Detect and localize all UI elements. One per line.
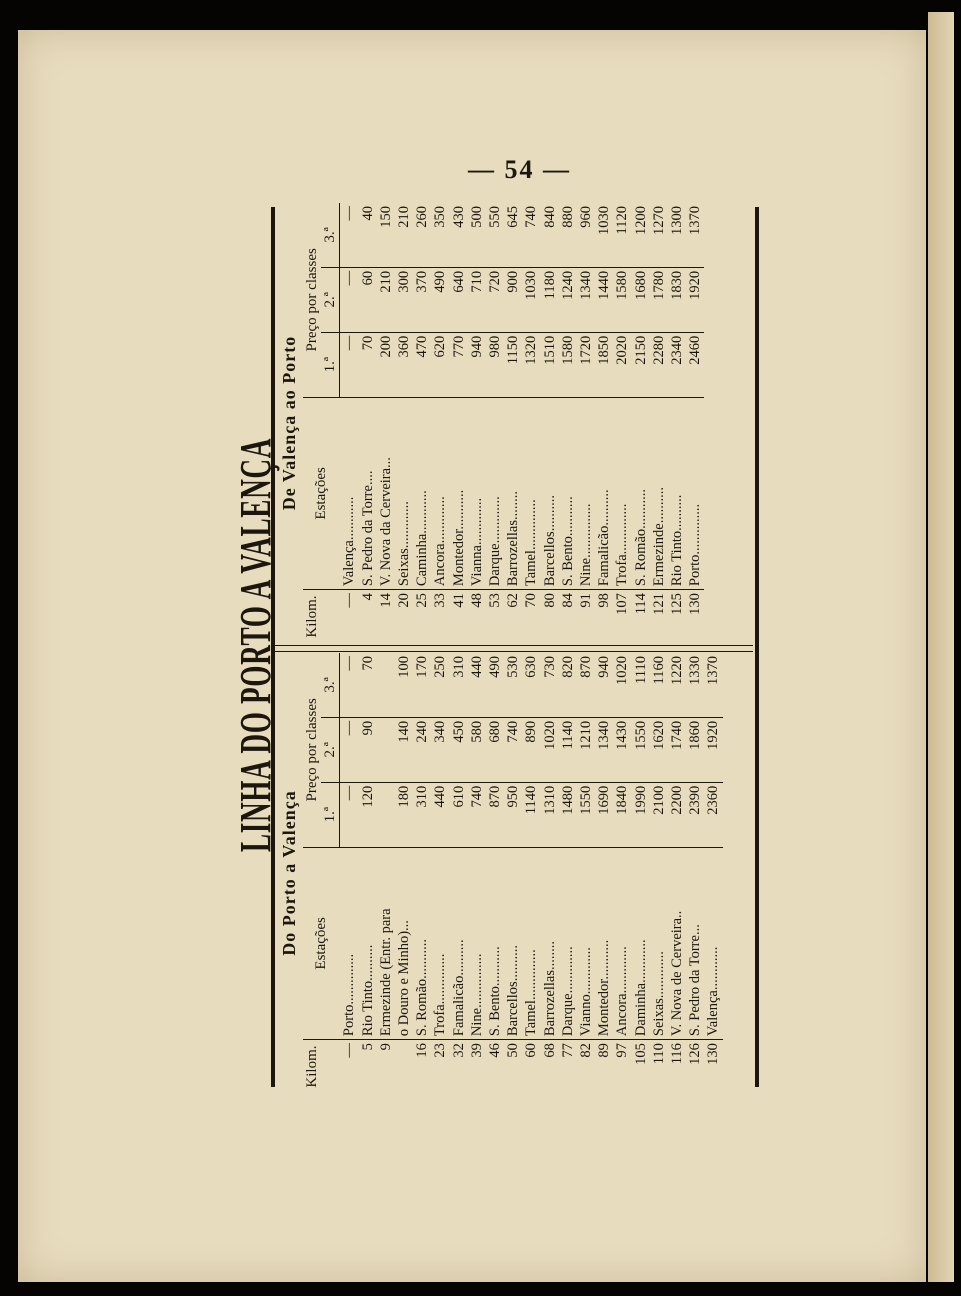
table-row [395,653,413,1093]
price-cell-c3: 880 [559,206,576,228]
price-cell-c2: 1780 [650,267,668,332]
price-cell-c3: 550 [487,206,504,228]
kilom-cell: 50 [504,1040,522,1093]
header-class-c2: 2.ª [321,267,340,332]
price-cell-c2: 1920 [686,267,704,332]
table-row [504,653,522,1093]
price-cell-c2: — [340,717,359,782]
header-class-c1: 1.ª [321,782,340,847]
price-cell-c2: 1020 [541,717,559,782]
price-cell-c2: 1140 [559,717,577,782]
kilom-cell: 23 [431,1040,449,1093]
price-cell-c3: 250 [432,656,449,678]
kilom-cell: — [340,1040,359,1093]
price-cell-c3: 1270 [650,206,667,235]
station-cell: Barcellos.......... [504,847,522,1039]
station-cell: Trofa.............. [431,847,449,1039]
price-cell-c2: 210 [377,267,395,332]
station-cell: Rio Tinto.......... [359,847,377,1039]
price-cell-c3: 260 [414,206,431,228]
double-column-separator [275,645,753,652]
price-cell-c3: 645 [505,206,522,228]
price-cell-c1: 200 [377,332,395,397]
table-row [632,653,650,1093]
kilom-cell: 80 [541,590,559,643]
kilom-cell: 62 [504,590,522,643]
price-cell-c2: 1440 [595,267,613,332]
station-cell: Darque............. [559,847,577,1039]
kilom-cell: 46 [486,1040,504,1093]
section-porto-valenca [275,653,753,1093]
price-cell-c1: 980 [486,332,504,397]
table-row [413,653,431,1093]
price-cell-c2: 890 [522,717,540,782]
price-cell-c2: 1860 [686,717,704,782]
price-cell-c2: 1620 [650,717,668,782]
table-row [395,203,413,643]
table-row [522,653,540,1093]
station-cell: Famalicão.......... [595,397,613,589]
table-row [668,653,686,1093]
station-cell: Porto.............. [340,847,359,1039]
station-cell: V. Nova da Cerveira... [377,397,395,589]
price-cell-c3: 1370 [705,656,722,685]
table-row [686,653,704,1093]
kilom-cell: 20 [395,590,413,643]
kilom-cell: 130 [704,1040,722,1093]
price-cell-c2: 680 [486,717,504,782]
price-cell-c1: 360 [395,332,413,397]
kilom-cell: 110 [650,1040,668,1093]
kilom-cell: 91 [577,590,595,643]
price-cell-c1: 2150 [632,332,650,397]
station-cell: Tamel.............. [522,397,540,589]
kilom-cell: 14 [377,590,395,643]
price-cell-c2: 340 [431,717,449,782]
price-cell-c2: 90 [359,717,377,782]
price-cell-c2: 370 [413,267,431,332]
price-cell-c1: 2360 [704,782,722,847]
price-cell-c1: 950 [504,782,522,847]
fare-table [303,203,704,643]
table-row [431,203,449,643]
price-cell-c2: 1830 [668,267,686,332]
price-cell-c3: 530 [505,656,522,678]
station-cell: S. Bento........... [559,397,577,589]
kilom-cell: 32 [450,1040,468,1093]
price-cell-c3: 1160 [650,656,667,685]
station-cell: S. Pedro da Torre... [686,847,704,1039]
price-cell-c1: 740 [468,782,486,847]
price-cell-c1: 1510 [541,332,559,397]
price-cell-c3: 1030 [596,206,613,235]
kilom-cell: 25 [413,590,431,643]
kilom-cell: 126 [686,1040,704,1093]
header-class-c2: 2.ª [321,717,340,782]
table-row [650,653,668,1093]
table-row [468,653,486,1093]
station-cell: Montedor........... [450,397,468,589]
price-cell-c3: 1300 [669,206,686,235]
table-row [632,203,650,643]
price-cell-c3: 940 [596,656,613,678]
table-row [340,203,359,643]
price-cell-c3: 150 [377,206,394,228]
price-cell-c3: — [341,656,358,671]
price-cell-c2: 740 [504,717,522,782]
table-row [559,653,577,1093]
price-cell-c3: 740 [523,206,540,228]
table-row [450,653,468,1093]
price-cell-c1: 940 [468,332,486,397]
price-cell-c3: 870 [578,656,595,678]
header-class-c1: 1.ª [321,332,340,397]
price-cell-c1: 1580 [559,332,577,397]
station-cell: Porto.............. [686,397,704,589]
table-row [686,203,704,643]
price-cell-c1: 120 [359,782,377,847]
station-cell: Caminha............ [413,397,431,589]
kilom-cell: 116 [668,1040,686,1093]
station-cell: Vianno............. [577,847,595,1039]
price-cell-c3: 170 [414,656,431,678]
table-row [468,203,486,643]
station-cell: Vianna............. [468,397,486,589]
table-row [413,203,431,643]
price-cell-c1: 180 [395,782,413,847]
kilom-cell: 4 [359,590,377,643]
price-cell-c2: 720 [486,267,504,332]
header-row [303,203,321,643]
adjacent-page-edge [928,12,954,1282]
price-cell-c2: 1240 [559,267,577,332]
price-cell-c1: 1690 [595,782,613,847]
station-cell: Valença............ [340,397,359,589]
station-cell: Barrozellas........ [504,397,522,589]
price-cell-c3: 960 [578,206,595,228]
price-cell-c3: 1120 [614,206,631,235]
price-cell-c3: 1020 [614,656,631,685]
station-cell: Barcellos.......... [541,397,559,589]
station-cell: S. Bento........... [486,847,504,1039]
price-cell-c1: 1310 [541,782,559,847]
price-cell-c1: 70 [359,332,377,397]
station-cell: Barrozellas........ [541,847,559,1039]
station-cell: Trofa.............. [613,397,631,589]
price-cell-c1: 620 [431,332,449,397]
price-cell-c1: 2020 [613,332,631,397]
station-cell: Nine............... [577,397,595,589]
price-cell-c3: 100 [396,656,413,678]
price-cell-c3: 310 [450,656,467,678]
price-cell-c3: 350 [432,206,449,228]
kilom-cell: 105 [632,1040,650,1093]
station-cell: Ancora............. [613,847,631,1039]
table-row [541,653,559,1093]
price-cell-c1: 2100 [650,782,668,847]
price-cell-c1: 1850 [595,332,613,397]
price-cell-c3: 440 [468,656,485,678]
station-cell: Famalicão.......... [450,847,468,1039]
price-cell-c2: 490 [431,267,449,332]
price-cell-c2: 1580 [613,267,631,332]
table-row [650,203,668,643]
price-cell-c2: 1920 [704,717,722,782]
price-cell-c2: 1340 [595,717,613,782]
table-row [577,653,595,1093]
price-cell-c2: 60 [359,267,377,332]
price-cell-c1: 310 [413,782,431,847]
station-cell: S. Romão........... [632,397,650,589]
header-price-group: Preço por classes [304,698,320,802]
price-cell-c3: 210 [396,206,413,228]
kilom-cell: 77 [559,1040,577,1093]
price-cell-c3: 840 [541,206,558,228]
price-cell-c2: 1740 [668,717,686,782]
table-row [377,653,395,1093]
page-number: — 54 — [468,155,571,184]
kilom-cell: — [340,590,359,643]
rotated-timetable [225,195,825,1095]
price-cell-c1: 470 [413,332,431,397]
price-cell-c2: 300 [395,267,413,332]
price-cell-c2: 1430 [613,717,631,782]
station-cell: o Douro e Minho)... [395,847,413,1039]
price-cell-c2: 450 [450,717,468,782]
kilom-cell: 16 [413,1040,431,1093]
price-cell-c1: 1720 [577,332,595,397]
kilom-cell: 130 [686,590,704,643]
station-cell: V. Nova de Cerveira.. [668,847,686,1039]
station-cell: Rio Tinto.......... [668,397,686,589]
header-estacoes: Estações [303,847,340,1039]
kilom-cell: 60 [522,1040,540,1093]
price-cell-c3: 1110 [632,656,649,684]
price-cell-c1: 770 [450,332,468,397]
table-row [613,653,631,1093]
price-cell-c1: 1990 [632,782,650,847]
price-cell-c3: 40 [359,206,376,221]
table-row [577,203,595,643]
header-estacoes: Estações [303,397,340,589]
table-row [595,653,613,1093]
price-cell-c1: 2390 [686,782,704,847]
kilom-cell: 5 [359,1040,377,1093]
kilom-cell: 53 [486,590,504,643]
kilom-cell: 33 [431,590,449,643]
price-cell-c2: 580 [468,717,486,782]
kilom-cell: 9 [377,1040,395,1093]
station-cell: Daminha............ [632,847,650,1039]
table-row [431,653,449,1093]
station-cell: Valença............ [704,847,722,1039]
price-cell-c2: 1030 [522,267,540,332]
kilom-cell: 82 [577,1040,595,1093]
kilom-cell: 97 [613,1040,631,1093]
kilom-cell: 84 [559,590,577,643]
price-cell-c2: 1340 [577,267,595,332]
table-row [559,203,577,643]
table-row [486,653,504,1093]
kilom-cell: 98 [595,590,613,643]
price-cell-c2: 710 [468,267,486,332]
table-row [595,203,613,643]
table-row [522,203,540,643]
price-cell-c3: 820 [559,656,576,678]
price-cell-c3: — [341,206,358,221]
price-cell-c3 [377,653,395,717]
price-cell-c2: 1680 [632,267,650,332]
price-cell-c1 [377,782,395,847]
price-cell-c1: 2460 [686,332,704,397]
header-class-c3: 3.ª [321,203,340,267]
station-cell: Ancora............. [431,397,449,589]
table-row [359,203,377,643]
price-cell-c3: 430 [450,206,467,228]
kilom-cell: 107 [613,590,631,643]
kilom-cell: 41 [450,590,468,643]
station-cell: Montedor........... [595,847,613,1039]
kilom-cell: 114 [632,590,650,643]
table-row [377,203,395,643]
station-cell: Tamel.............. [522,847,540,1039]
station-cell: S. Pedro da Torre.... [359,397,377,589]
price-cell-c2: 1210 [577,717,595,782]
price-cell-c3: 1370 [687,206,704,235]
price-cell-c2: — [340,267,359,332]
price-cell-c3: 70 [359,656,376,671]
table-row [450,203,468,643]
kilom-cell: 89 [595,1040,613,1093]
price-cell-c1: 1840 [613,782,631,847]
price-cell-c1: — [340,332,359,397]
kilom-cell [395,1040,413,1093]
header-row [303,653,321,1093]
price-cell-c3: 630 [523,656,540,678]
price-cell-c3: 490 [487,656,504,678]
station-cell: Seixas............. [650,847,668,1039]
price-cell-c1: 2340 [668,332,686,397]
price-cell-c2: 140 [395,717,413,782]
kilom-cell: 70 [522,590,540,643]
price-cell-c1: 610 [450,782,468,847]
price-cell-c1: 1480 [559,782,577,847]
price-cell-c1: 1140 [522,782,540,847]
table-row [486,203,504,643]
price-cell-c1: 1150 [504,332,522,397]
station-cell: Seixas............. [395,397,413,589]
price-cell-c2: 640 [450,267,468,332]
table-row [668,203,686,643]
price-cell-c3: 500 [468,206,485,228]
station-cell: Nine............... [468,847,486,1039]
bottom-rule [755,207,759,1087]
page-title: LINHA DO PORTO A VALENÇA [231,437,280,853]
table-row [704,653,722,1093]
header-class-c3: 3.ª [321,653,340,717]
table-row [504,203,522,643]
table-row [613,203,631,643]
kilom-cell: 68 [541,1040,559,1093]
price-cell-c1: 870 [486,782,504,847]
price-cell-c2: 1180 [541,267,559,332]
price-cell-c1: 440 [431,782,449,847]
station-cell: Ermezinde (Entr. para [377,847,395,1039]
table-row [359,653,377,1093]
kilom-cell: 125 [668,590,686,643]
section-heading: Do Porto a Valença [279,790,299,956]
price-cell-c1: 2280 [650,332,668,397]
table-row [340,653,359,1093]
price-cell-c1: 1320 [522,332,540,397]
price-cell-c3: 730 [541,656,558,678]
kilom-cell: 48 [468,590,486,643]
fare-table [303,653,723,1093]
price-cell-c3: 1220 [669,656,686,685]
section-valenca-porto [275,203,753,643]
price-cell-c2 [377,717,395,782]
price-cell-c2: 240 [413,717,431,782]
price-cell-c1: 2200 [668,782,686,847]
price-cell-c2: 900 [504,267,522,332]
kilom-cell: 39 [468,1040,486,1093]
price-cell-c3: 1330 [687,656,704,685]
table-row [541,203,559,643]
header-price-group: Preço por classes [304,248,320,352]
station-cell: S. Romão........... [413,847,431,1039]
header-kilom: Kilom. [303,1040,340,1093]
price-cell-c1: 1550 [577,782,595,847]
price-cell-c1: — [340,782,359,847]
station-cell: Ermezinde.......... [650,397,668,589]
section-heading: De Valença ao Porto [279,335,299,511]
kilom-cell: 121 [650,590,668,643]
header-kilom: Kilom. [303,590,340,643]
station-cell: Darque............. [486,397,504,589]
price-cell-c2: 1550 [632,717,650,782]
price-cell-c3: 1200 [632,206,649,235]
